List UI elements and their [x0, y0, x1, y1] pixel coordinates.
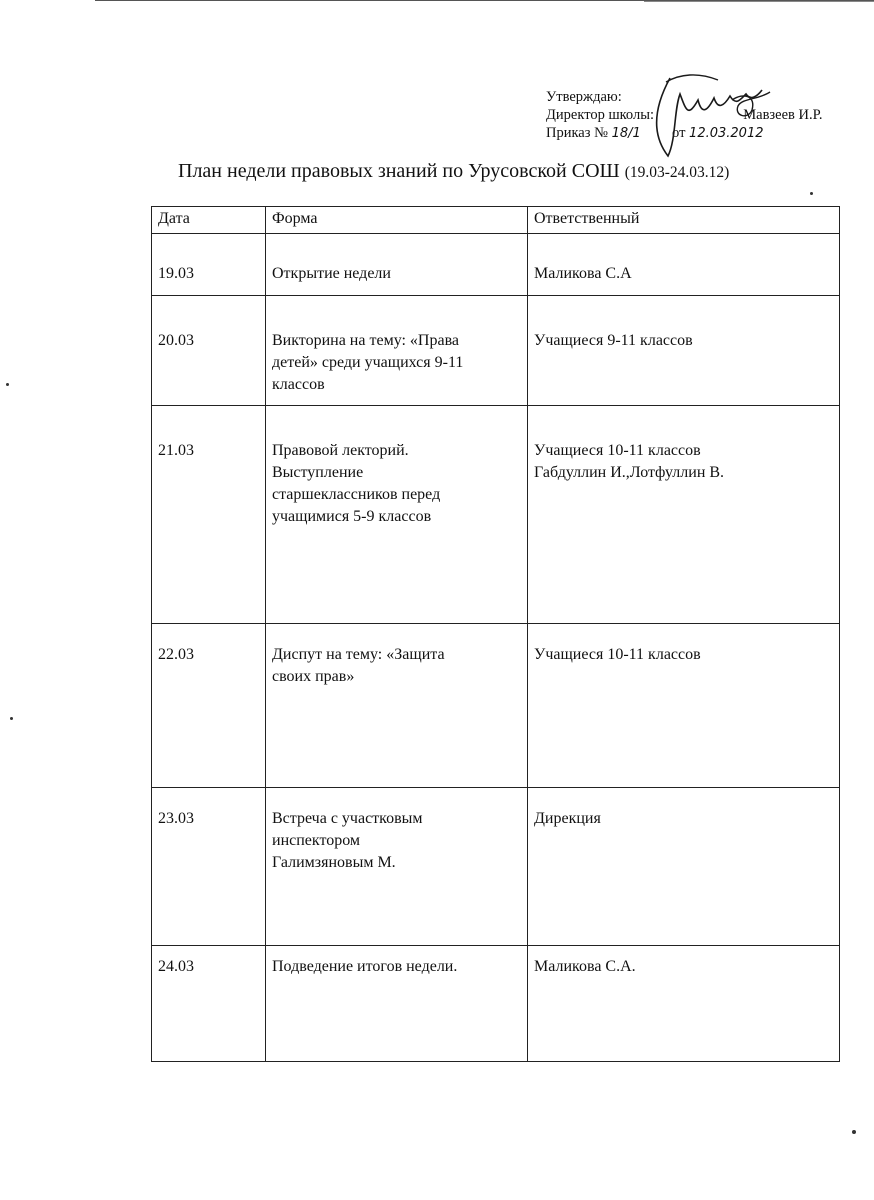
form-line: Подведение итогов недели. — [272, 958, 458, 975]
form-line: учащимися 5-9 классов — [272, 508, 432, 525]
responsible-line: Учащиеся 10-11 классов — [534, 442, 701, 459]
page-title — [178, 160, 729, 183]
table-row — [152, 788, 840, 946]
row-date: 22.03 — [152, 624, 266, 788]
row-date: 23.03 — [152, 788, 266, 946]
approval-line: Утверждаю: — [546, 89, 622, 105]
form-line: классов — [272, 376, 325, 393]
table-header-row — [152, 207, 840, 234]
director-label: Директор школы: — [546, 107, 654, 123]
responsible-line: Маликова С.А. — [534, 958, 636, 975]
header-date: Дата — [152, 207, 266, 234]
form-line: своих прав» — [272, 668, 355, 685]
responsible-line: Габдуллин И.,Лотфуллин В. — [534, 464, 725, 481]
schedule-table — [151, 206, 840, 1062]
responsible-line: Маликова С.А — [534, 265, 632, 282]
form-line: Правовой лекторий. — [272, 442, 409, 459]
row-responsible — [528, 296, 840, 406]
form-line: Диспут на тему: «Защита — [272, 646, 445, 663]
title-dates: (19.03-24.03.12) — [624, 164, 730, 181]
responsible-line: Дирекция — [534, 810, 601, 827]
scan-speck — [6, 383, 9, 386]
responsible-line: Учащиеся 9-11 классов — [534, 332, 693, 349]
table-row — [152, 624, 840, 788]
form-line: Выступление — [272, 464, 364, 481]
table-row — [152, 234, 840, 296]
table-row — [152, 946, 840, 1062]
form-line: инспектором — [272, 832, 361, 849]
header-responsible: Ответственный — [528, 207, 840, 234]
row-responsible — [528, 624, 840, 788]
row-form — [266, 788, 528, 946]
order-from: от — [672, 125, 686, 141]
row-responsible — [528, 234, 840, 296]
table-row — [152, 406, 840, 624]
row-form — [266, 234, 528, 296]
title-main: План недели правовых знаний по Урусовской СОШ — [178, 160, 620, 182]
row-responsible — [528, 406, 840, 624]
order-number: 18/1 — [611, 126, 641, 141]
form-line: Галимзяновым М. — [272, 854, 396, 871]
row-form — [266, 296, 528, 406]
signature-icon — [628, 70, 788, 162]
row-responsible — [528, 788, 840, 946]
scan-top-edge — [95, 0, 874, 13]
scan-speck — [852, 1130, 856, 1134]
row-date: 20.03 — [152, 296, 266, 406]
form-line: старшеклассников перед — [272, 486, 441, 503]
order-prefix: Приказ № — [546, 125, 608, 141]
row-form — [266, 624, 528, 788]
order-date: 12.03.2012 — [689, 126, 764, 141]
row-date: 24.03 — [152, 946, 266, 1062]
row-responsible — [528, 946, 840, 1062]
row-form — [266, 406, 528, 624]
scan-speck — [10, 717, 13, 720]
form-line: Встреча с участковым — [272, 810, 423, 827]
row-date: 21.03 — [152, 406, 266, 624]
header-form: Форма — [266, 207, 528, 234]
table-row — [152, 296, 840, 406]
row-form — [266, 946, 528, 1062]
form-line: детей» среди учащихся 9-11 — [272, 354, 464, 371]
form-line: Викторина на тему: «Права — [272, 332, 460, 349]
director-name: Мавзеев И.Р. — [743, 107, 823, 123]
scan-speck — [810, 192, 813, 195]
form-line: Открытие недели — [272, 265, 391, 282]
responsible-line: Учащиеся 10-11 классов — [534, 646, 701, 663]
row-date: 19.03 — [152, 234, 266, 296]
